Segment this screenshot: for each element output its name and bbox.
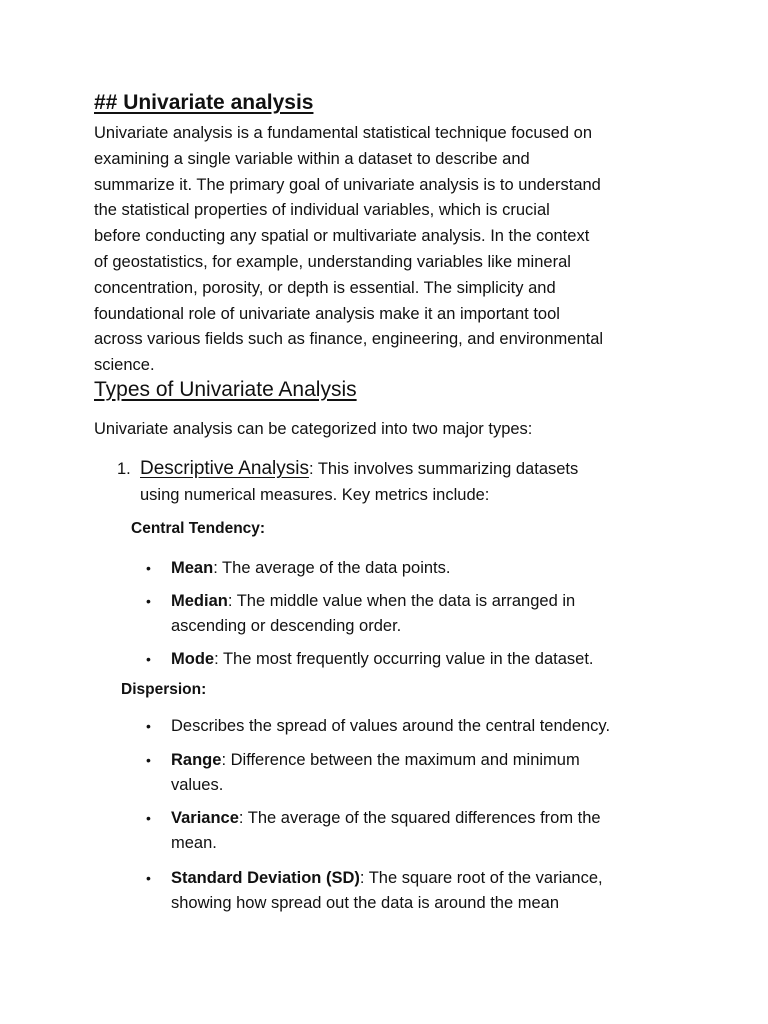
bullet-glyph: • — [146, 718, 151, 734]
bullet-term: Mode — [171, 650, 215, 668]
intro-line: of geostatistics, for example, understanding variables like mineral — [94, 252, 571, 271]
bullet-desc: : The middle value when the data is arranged in — [227, 592, 576, 610]
bullet-text — [171, 748, 691, 797]
types-intro-text: Univariate analysis can be categorized into two major types: — [94, 420, 533, 438]
bullet-cont: values. — [171, 775, 224, 794]
item-line-1 — [140, 456, 700, 482]
bullet-glyph: • — [146, 651, 151, 667]
bullet-text — [171, 866, 691, 915]
section-heading-types: Types of Univariate Analysis — [94, 378, 357, 401]
bullet-text — [171, 556, 691, 581]
intro-line: across various fields such as finance, engineering, and environmental — [94, 330, 604, 349]
bullet-text — [171, 589, 691, 638]
item-body — [140, 456, 700, 508]
intro-line: science. — [94, 356, 155, 375]
intro-line: examining a single variable within a dataset to describe and — [94, 149, 530, 168]
bullet-desc: : The square root of the variance, — [359, 869, 603, 887]
subheading-central-tendency: Central Tendency: — [131, 520, 266, 537]
bullet-term: Variance — [171, 809, 239, 827]
bullet-desc: Describes the spread of values around the central tendency. — [171, 717, 611, 735]
bullet-desc: : Difference between the maximum and minimum — [221, 751, 580, 769]
bullet-glyph: • — [146, 752, 151, 768]
bullet-glyph: • — [146, 593, 151, 609]
intro-paragraph — [94, 121, 684, 379]
bullet-cont: ascending or descending order. — [171, 616, 402, 635]
item-line-2: using numerical measures. Key metrics include: — [140, 486, 490, 504]
bullet-desc: : The average of the data points. — [213, 559, 451, 577]
subheading-dispersion: Dispersion: — [121, 681, 207, 698]
intro-line: concentration, porosity, or depth is essential. The simplicity and — [94, 278, 556, 297]
bullet-cont: mean. — [171, 833, 217, 852]
bullet-text — [171, 806, 691, 855]
section-heading-univariate: ## Univariate analysis — [94, 91, 314, 114]
bullet-term: Median — [171, 592, 228, 610]
intro-line: before conducting any spatial or multivariate analysis. In the context — [94, 227, 590, 246]
item-text: : This involves summarizing datasets — [308, 460, 579, 478]
item-term: Descriptive Analysis — [140, 458, 309, 479]
intro-line: Univariate analysis is a fundamental statistical technique focused on — [94, 124, 593, 142]
bullet-cont: showing how spread out the data is around the mean — [171, 893, 560, 912]
intro-line: summarize it. The primary goal of univariate analysis is to understand — [94, 175, 601, 194]
bullet-desc: : The average of the squared differences from the — [238, 809, 601, 827]
intro-line: foundational role of univariate analysis make it an important tool — [94, 304, 560, 323]
bullet-text — [171, 714, 691, 739]
bullet-text — [171, 647, 691, 672]
intro-line: the statistical properties of individual variables, which is crucial — [94, 201, 550, 220]
bullet-desc: : The most frequently occurring value in the dataset. — [214, 650, 594, 668]
item-number: 1. — [117, 460, 131, 478]
bullet-term: Mean — [171, 559, 214, 577]
bullet-term: Standard Deviation (SD) — [171, 869, 360, 887]
bullet-term: Range — [171, 751, 222, 769]
bullet-glyph: • — [146, 870, 151, 886]
bullet-glyph: • — [146, 560, 151, 576]
bullet-glyph: • — [146, 810, 151, 826]
